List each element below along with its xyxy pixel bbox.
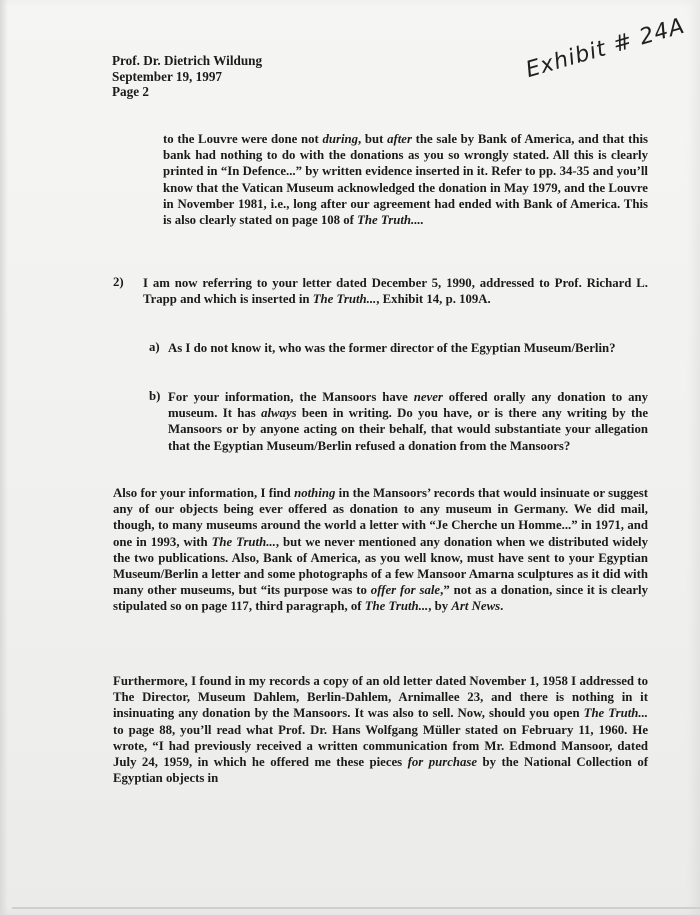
text-run: to page 88, you’ll read what Prof. Dr. Hans Wolfgang Müller stated on February 11, 1960. He wrote, “I had previously received a written communication from Mr. Edmond Mansoor, dated July 24, 1959, in which he offered me these pieces	[113, 722, 648, 770]
italic-text-run: The Truth...	[364, 599, 429, 614]
italic-text-run: The Truth...	[312, 292, 377, 307]
paragraph-also-for-your-information	[113, 485, 648, 615]
continued-paragraph	[163, 131, 648, 228]
page-left-shadow	[0, 0, 8, 915]
text-run: in the Mansoors’ records that would insinuate or suggest any of our objects being ever offered as donation to any museum in Germany. We did mail, though, to many museums around the world a letter with “Je Cherche un Homme...” in 1971, and one in 1993, with	[113, 486, 648, 549]
italic-text-run: for purchase	[407, 755, 478, 770]
paragraph-furthermore	[113, 673, 648, 786]
text-run: , by	[428, 599, 452, 614]
text-run: the sale by Bank of America, and that this bank had nothing to do with the donations as you so wrongly stated. All this is clearly printed in “In Defence...” by written evidence inserted in it. Refer to pp. 34-35 and you’ll know that the Vatican Museum acknowledged the donation in May 1979, and the Louvre in November 1981, i.e., long after our agreement had ended with Bank of America. This is also clearly stated on page 108 of	[163, 132, 649, 228]
text-run: offered orally any donation to any museum. It has	[168, 390, 648, 421]
subitem-b-block	[168, 389, 648, 454]
text-run: to the Louvre were done not	[163, 132, 323, 146]
italic-text-run: offer for sale	[370, 583, 441, 598]
italic-text-run: after	[387, 132, 412, 146]
item-2-text	[143, 275, 648, 307]
italic-text-run: The Truth...	[583, 706, 648, 721]
continued-paragraph-text	[163, 131, 648, 228]
text-run: ,” not as a donation, since it is clearly stipulated so on page 117, third paragraph, of	[113, 583, 649, 614]
subitem-b-label: b)	[149, 389, 161, 403]
text-run: For your information, the Mansoors have	[168, 390, 414, 404]
text-run: I am now referring to your letter dated December 5, 1990, addressed to Prof. Richard L. Trapp and which is inserted in	[143, 276, 648, 307]
text-run: As I do not know it, who was the former director of the Egyptian Museum/Berlin?	[168, 341, 616, 355]
letter-date: September 19, 1997	[112, 68, 223, 84]
subitem-b-text	[168, 389, 648, 454]
page-number: Page 2	[112, 84, 149, 99]
text-run: Furthermore, I found in my records a copy of an old letter dated November 1, 1958 I addressed to The Director, Museum Dahlem, Berlin-Dahlem, Arnimallee 23, and there is nothing in it insinuating any donation by the Mansoors. It was also to sell. Now, should you open	[113, 674, 648, 721]
italic-text-run: nothing	[294, 486, 336, 500]
item-2-number: 2)	[113, 275, 124, 289]
italic-text-run: never	[413, 390, 443, 404]
exhibit-handwritten-mark: Exhibit # 24A	[523, 13, 688, 83]
recipient-name: Prof. Dr. Dietrich Wildung	[112, 53, 263, 68]
letter-header	[112, 53, 262, 100]
italic-text-run: The Truth...	[211, 534, 276, 549]
subitem-a-label: a)	[149, 340, 160, 354]
item-2-text-block	[143, 275, 648, 307]
paragraph-3-text	[113, 485, 648, 615]
italic-text-run: always	[261, 406, 297, 421]
text-run: by the National Collection of Egyptian objects in	[113, 755, 648, 786]
italic-text-run: The Truth....	[357, 213, 424, 228]
text-run: Also for your information, I find	[113, 486, 295, 500]
text-run: , but we never mentioned any donation when we distributed widely the two publications. Also, Bank of America, as you well know, must have sent to your Egyptian Museum/Berlin a letter and some photographs of a few Mansoor Amarna sculptures as it did with many other museums, but “its purpose was to	[113, 534, 648, 598]
text-run: , but	[358, 132, 388, 146]
text-run: been in writing. Do you have, or is there any writing by the Mansoors or by anyone acting on their behalf, that would substantiate your allegation that the Egyptian Museum/Berlin refused a donation from the Mansoors?	[168, 406, 649, 453]
italic-text-run: Art News	[451, 599, 501, 614]
text-run: .	[500, 599, 504, 614]
italic-text-run: during	[322, 132, 359, 146]
text-run: , Exhibit 14, p. 109A.	[376, 292, 491, 307]
subitem-a-block	[168, 340, 648, 356]
page-bottom-edge	[12, 907, 700, 909]
subitem-a-text	[168, 340, 648, 356]
paragraph-4-text	[113, 673, 648, 786]
